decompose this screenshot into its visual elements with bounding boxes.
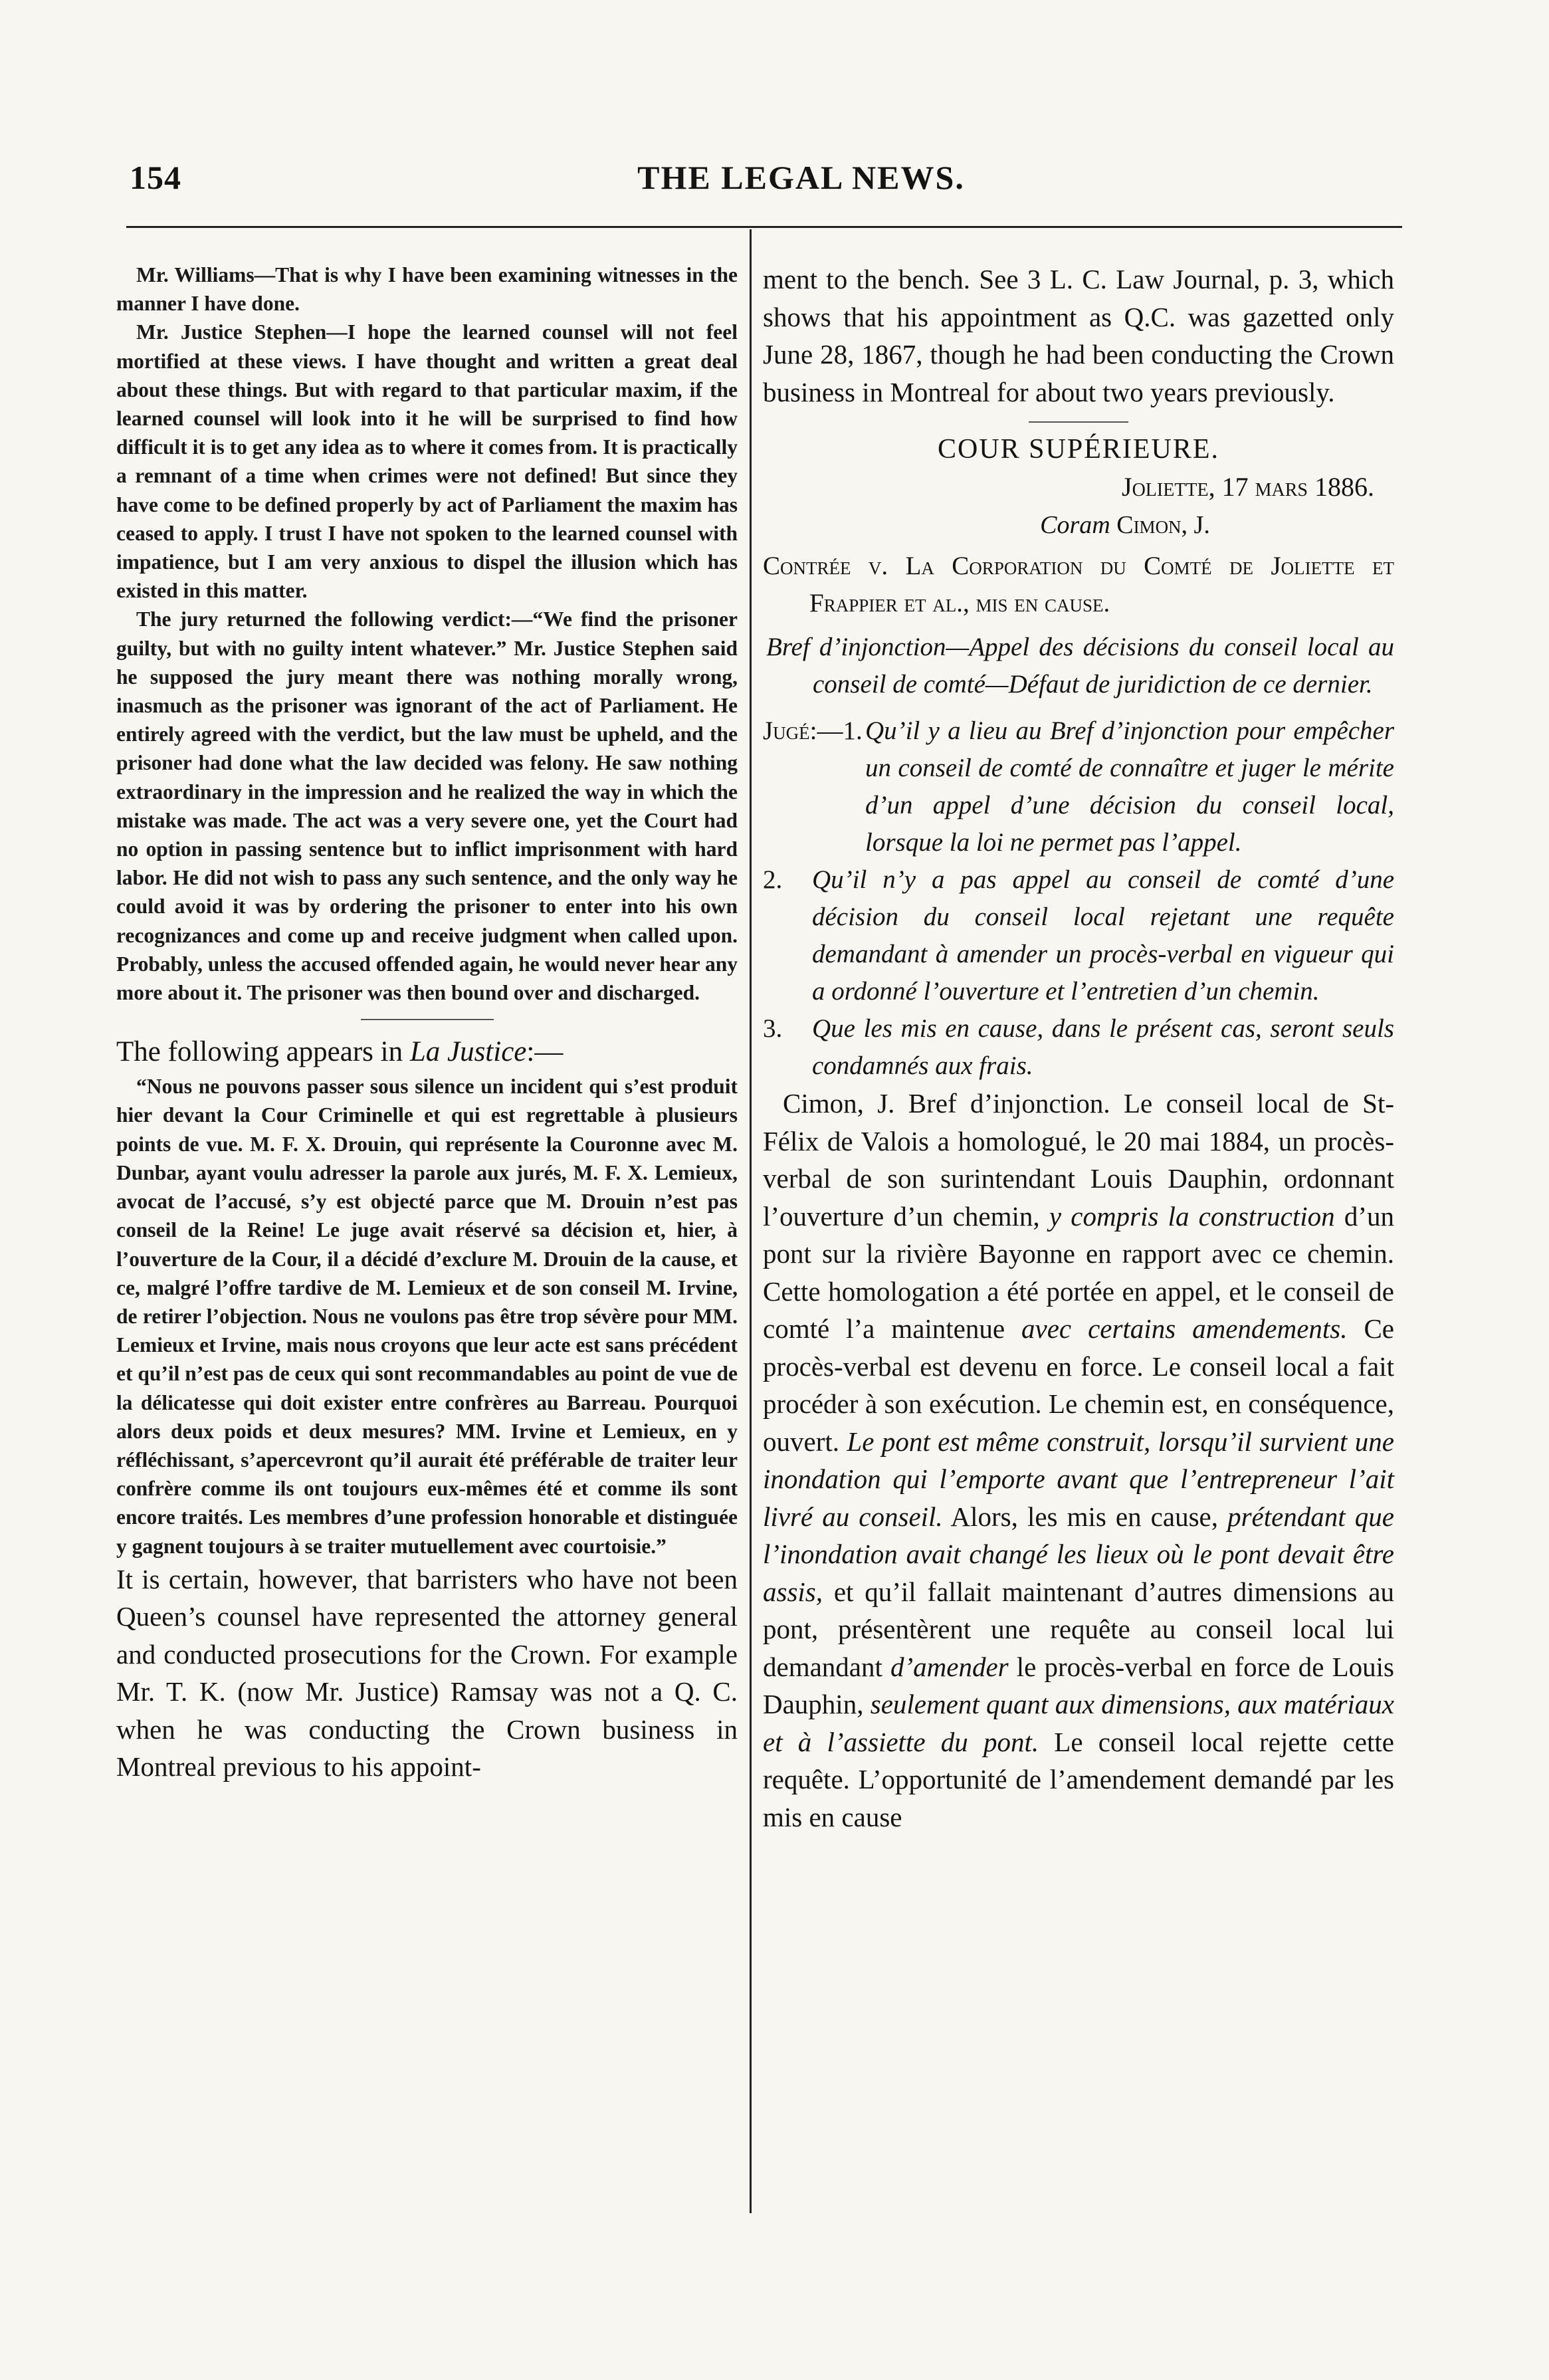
holding-text: Qu’il n’y a pas appel au conseil de comté d’une décision du conseil local rejetant une requête demandant à amender un procès-verbal en vigueur qui a ordonné l’ouverture et l’entretien d’un chemin. <box>812 865 1394 1006</box>
lead-in-text: The following appears in <box>116 1036 410 1068</box>
text-run: Cimon, J. Bref d’injonction. Le conseil local de St-Félix de Valois a homologué, le 20 mai 1884, un procès-verbal de son surintendant Louis Dauphin, ordonnant l’ouverture d’un chemin, <box>763 1088 1394 1232</box>
emphasis: avec certains amendements. <box>1021 1313 1348 1344</box>
paragraph: It is certain, however, that barristers who have not been Queen’s counsel have represented the attorney general and conducted prosecutions for the Crown. For example Mr. T. K. (now Mr. Justice) Ramsay was not a Q. C. when he was conducting the Crown business in Montreal previous to his appoint- <box>116 1563 738 1783</box>
holding-2 <box>763 861 1394 1010</box>
text-run: Ce procès-verbal est devenu en force. Le conseil local a fait procéder à son exécution. Le chemin est, en conséquence, ouvert. <box>763 1313 1395 1457</box>
text-run: et qu’il fallait maintenant d’autres dimensions au pont, présentèrent une requête au conseil local lui demandant <box>763 1576 1394 1682</box>
column-rule <box>750 229 752 2213</box>
holding-label: Jugé:—1. <box>763 716 863 745</box>
header-rule <box>126 226 1402 228</box>
text-run: d’un pont sur la rivière Bayonne en rapport avec ce chemin. Cette homologation a été portée en appel, et le conseil de comté l’a maintenue <box>763 1200 1394 1344</box>
holding-3 <box>763 1010 1394 1085</box>
text-run: Alors, les mis en cause, <box>942 1501 1228 1532</box>
paragraph: Mr. Justice Stephen—I hope the learned counsel will not feel mortified at these views. I have thought and written a great deal about these things. But with regard to that particular maxim, if the learned counsel will look into it he will be surprised to find how difficult it is to get any idea as to where it comes from. It is practically a remnant of a time when crimes were not defined! But since they have come to be defined properly by act of Parliament the maxim has ceased to apply. I trust I have not spoken to the learned counsel with impatience, but I am very anxious to dispel the illusion which has existed in this matter. <box>116 320 738 603</box>
lead-in <box>116 1032 738 1072</box>
case-parties: Contrée v. La Corporation du Comté de Joliette et Frappier et al., mis en cause. <box>763 552 1394 617</box>
holding-number: 2. <box>763 865 783 894</box>
holding-1 <box>763 712 1394 861</box>
holding-text: Qu’il y a lieu au Bref d’injonction pour empêcher un conseil de comté de connaître et juger le mérite d’un appel d’une décision du conseil local, lorsque la loi ne permet pas l’appel. <box>865 716 1394 857</box>
emphasis: y compris la construction <box>1049 1200 1335 1232</box>
judge-name: Cimon, J. <box>1116 511 1210 539</box>
paragraph: Mr. Williams—That is why I have been examining witnesses in the manner I have done. <box>116 263 738 316</box>
page-number: 154 <box>130 159 181 196</box>
left-column <box>116 261 738 1786</box>
running-title: THE LEGAL NEWS. <box>637 159 965 196</box>
lead-in-suffix: :— <box>526 1036 564 1068</box>
coram-label: Coram <box>1040 511 1110 539</box>
holding-text: Que les mis en cause, dans le présent cas, seront seuls condamnés aux frais. <box>812 1014 1394 1080</box>
emphasis: Le pont est même construit, lorsqu’il survient une inondation qui l’emporte avant que l’entrepreneur l’ait livré au conseil. <box>763 1426 1394 1532</box>
court-title: COUR SUPÉRIEURE. <box>937 434 1220 465</box>
quoted-article <box>116 1072 738 1560</box>
trial-report <box>116 261 738 1007</box>
commentary <box>116 1561 738 1786</box>
quote-paragraph: “Nous ne pouvons passer sous silence un incident qui s’est produit hier devant la Cour Criminelle et qui est regrettable à plusieurs points de vue. M. F. X. Drouin, qui représente la Couronne avec M. Dunbar, ayant voulu adresser la parole aux jurés, M. F. X. Lemieux, avocat de l’accusé, s’y est objecté parce que M. Drouin n’est pas conseil de la Reine! Le juge avait réservé sa décision et, hier, à l’ouverture de la Cour, il a décidé d’exclure M. Drouin de la cause, et ce, malgré l’offre tardive de M. Lemieux et de son conseil M. Irvine, de retirer l’objection. Nous ne voulons pas être trop sévère pour MM. Lemieux et Irvine, mais nous croyons que leur acte est sans précédent et qu’il n’est pas de ceux qui sont recommandables au point de vue de la délicatesse qui doit exister entre confrères au Barreau. Pourquoi alors deux poids et deux mesures? MM. Irvine et Lemieux, en y réfléchissant, s’apercevront qu’il aurait été préférable de traiter leur confrère comme ils ont toujours eux-mêmes été et comme ils sont encore traités. Les membres d’une profession honorable et distinguée y gagnent toujours à se traiter mutuellement avec courtoisie.” <box>116 1075 738 1558</box>
text-run: Le conseil local rejette cette requête. L’opportunité de l’amendement demandé par les mis en cause <box>763 1726 1394 1832</box>
coram <box>763 506 1394 544</box>
text-run: le procès-verbal en force de Louis Dauphin, <box>763 1651 1394 1719</box>
judgment-text <box>763 1085 1394 1836</box>
right-column <box>763 261 1394 1836</box>
continuation-block <box>763 261 1394 411</box>
holding-number: 3. <box>763 1014 783 1043</box>
emphasis: seulement quant aux dimensions, aux matériaux et à l’assiette du pont. <box>763 1689 1395 1757</box>
paragraph: ment to the bench. See 3 L. C. Law Journal, p. 3, which shows that his appointment as Q.C. was gazetted only June 28, 1867, though he had been conducting the Crown business in Montreal for about two years previously. <box>763 264 1394 407</box>
paragraph: The jury returned the following verdict:—“We find the prisoner guilty, but with no guilty intent whatever.” Mr. Justice Stephen said he supposed the jury meant there was nothing morally wrong, inasmuch as the prisoner was ignorant of the act of Parliament. He entirely agreed with the verdict, but the law must be upheld, and the prisoner had done what the law decided was felony. He saw nothing extraordinary in the impression and he realized the way in which the mistake was made. The act was a very severe one, yet the Court had no option in passing sentence but to inflict imprisonment with hard labor. He did not wish to pass any such sentence, and the only way he could avoid it was by ordering the prisoner to enter into his own recognizances and come up and receive judgment when called upon. Probably, unless the accused offended again, he would never hear any more about it. The prisoner was then bound over and discharged. <box>116 607 738 1005</box>
section-divider <box>361 1019 494 1020</box>
dateline: Joliette, 17 mars 1886. <box>1122 472 1374 502</box>
source-title: La Justice <box>409 1036 527 1068</box>
headnote: Bref d’injonction—Appel des décisions du conseil local au conseil de comté—Défaut de juridiction de ce dernier. <box>766 633 1394 699</box>
emphasis: d’amender <box>890 1651 1009 1682</box>
emphasis: prétendant que l’inondation avait changé les lieux où le pont devait être assis, <box>763 1501 1394 1607</box>
paragraph <box>763 1085 1394 1836</box>
section-divider <box>1029 421 1128 423</box>
